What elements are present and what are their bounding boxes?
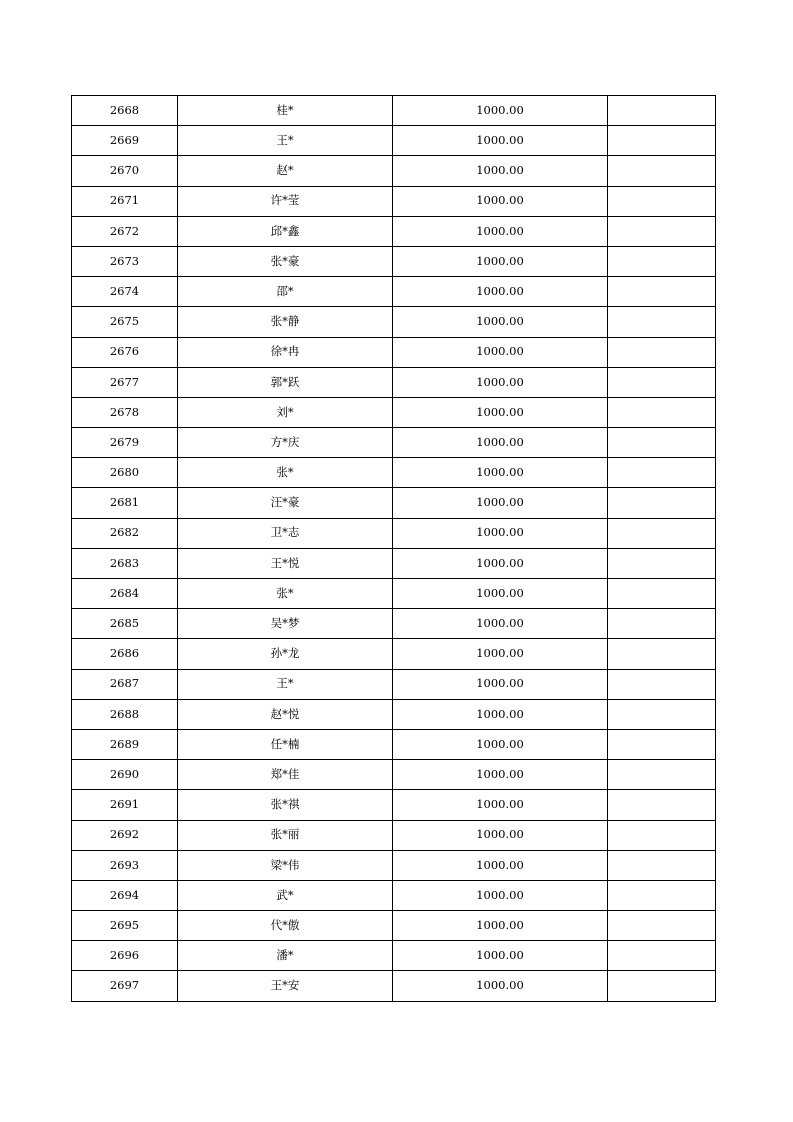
amount-cell: 1000.00 (393, 579, 608, 609)
note-cell (608, 699, 716, 729)
row-number-cell: 2688 (72, 699, 178, 729)
row-number-cell: 2668 (72, 96, 178, 126)
table-row (72, 518, 716, 548)
amount-cell: 1000.00 (393, 880, 608, 910)
table-row (72, 699, 716, 729)
payment-table (71, 95, 716, 1002)
row-number-cell: 2674 (72, 277, 178, 307)
amount-cell: 1000.00 (393, 96, 608, 126)
table-row (72, 337, 716, 367)
table-row (72, 880, 716, 910)
note-cell (608, 609, 716, 639)
row-number-cell: 2690 (72, 760, 178, 790)
amount-cell: 1000.00 (393, 307, 608, 337)
name-cell: 吴*梦 (178, 609, 393, 639)
amount-cell: 1000.00 (393, 246, 608, 276)
table-row (72, 850, 716, 880)
note-cell (608, 458, 716, 488)
note-cell (608, 850, 716, 880)
row-number-cell: 2694 (72, 880, 178, 910)
name-cell: 方*庆 (178, 428, 393, 458)
table-row (72, 579, 716, 609)
name-cell: 张*豪 (178, 246, 393, 276)
name-cell: 许*莹 (178, 186, 393, 216)
note-cell (608, 428, 716, 458)
name-cell: 徐*冉 (178, 337, 393, 367)
table-row (72, 397, 716, 427)
amount-cell: 1000.00 (393, 941, 608, 971)
amount-cell: 1000.00 (393, 850, 608, 880)
amount-cell: 1000.00 (393, 518, 608, 548)
row-number-cell: 2677 (72, 367, 178, 397)
row-number-cell: 2669 (72, 126, 178, 156)
amount-cell: 1000.00 (393, 548, 608, 578)
note-cell (608, 548, 716, 578)
note-cell (608, 669, 716, 699)
note-cell (608, 216, 716, 246)
note-cell (608, 96, 716, 126)
table-row (72, 96, 716, 126)
row-number-cell: 2673 (72, 246, 178, 276)
amount-cell: 1000.00 (393, 790, 608, 820)
amount-cell: 1000.00 (393, 277, 608, 307)
payment-table-body (72, 96, 716, 1002)
table-row (72, 488, 716, 518)
note-cell (608, 639, 716, 669)
table-row (72, 639, 716, 669)
table-row (72, 428, 716, 458)
table-row (72, 760, 716, 790)
table-row (72, 911, 716, 941)
note-cell (608, 971, 716, 1001)
row-number-cell: 2683 (72, 548, 178, 578)
name-cell: 赵* (178, 156, 393, 186)
row-number-cell: 2671 (72, 186, 178, 216)
row-number-cell: 2676 (72, 337, 178, 367)
table-row (72, 548, 716, 578)
amount-cell: 1000.00 (393, 216, 608, 246)
row-number-cell: 2680 (72, 458, 178, 488)
name-cell: 潘* (178, 941, 393, 971)
name-cell: 孙*龙 (178, 639, 393, 669)
table-row (72, 307, 716, 337)
row-number-cell: 2678 (72, 397, 178, 427)
row-number-cell: 2672 (72, 216, 178, 246)
note-cell (608, 246, 716, 276)
note-cell (608, 579, 716, 609)
amount-cell: 1000.00 (393, 609, 608, 639)
table-row (72, 941, 716, 971)
name-cell: 王*悦 (178, 548, 393, 578)
name-cell: 刘* (178, 397, 393, 427)
name-cell: 邱*鑫 (178, 216, 393, 246)
row-number-cell: 2670 (72, 156, 178, 186)
name-cell: 张*静 (178, 307, 393, 337)
amount-cell: 1000.00 (393, 729, 608, 759)
table-row (72, 790, 716, 820)
amount-cell: 1000.00 (393, 971, 608, 1001)
note-cell (608, 186, 716, 216)
row-number-cell: 2682 (72, 518, 178, 548)
note-cell (608, 156, 716, 186)
table-row (72, 820, 716, 850)
name-cell: 张* (178, 458, 393, 488)
table-row (72, 729, 716, 759)
amount-cell: 1000.00 (393, 669, 608, 699)
amount-cell: 1000.00 (393, 186, 608, 216)
row-number-cell: 2687 (72, 669, 178, 699)
name-cell: 张* (178, 579, 393, 609)
amount-cell: 1000.00 (393, 488, 608, 518)
note-cell (608, 277, 716, 307)
table-row (72, 367, 716, 397)
amount-cell: 1000.00 (393, 337, 608, 367)
note-cell (608, 397, 716, 427)
name-cell: 王* (178, 669, 393, 699)
note-cell (608, 760, 716, 790)
amount-cell: 1000.00 (393, 397, 608, 427)
amount-cell: 1000.00 (393, 428, 608, 458)
note-cell (608, 790, 716, 820)
amount-cell: 1000.00 (393, 367, 608, 397)
row-number-cell: 2681 (72, 488, 178, 518)
row-number-cell: 2689 (72, 729, 178, 759)
note-cell (608, 729, 716, 759)
amount-cell: 1000.00 (393, 911, 608, 941)
table-row (72, 609, 716, 639)
table-row (72, 216, 716, 246)
amount-cell: 1000.00 (393, 639, 608, 669)
name-cell: 张*祺 (178, 790, 393, 820)
table-row (72, 156, 716, 186)
table-row (72, 186, 716, 216)
name-cell: 张*丽 (178, 820, 393, 850)
note-cell (608, 307, 716, 337)
row-number-cell: 2696 (72, 941, 178, 971)
note-cell (608, 488, 716, 518)
row-number-cell: 2697 (72, 971, 178, 1001)
note-cell (608, 880, 716, 910)
table-row (72, 277, 716, 307)
row-number-cell: 2679 (72, 428, 178, 458)
name-cell: 代*傲 (178, 911, 393, 941)
name-cell: 任*楠 (178, 729, 393, 759)
amount-cell: 1000.00 (393, 820, 608, 850)
note-cell (608, 911, 716, 941)
amount-cell: 1000.00 (393, 156, 608, 186)
name-cell: 郑*佳 (178, 760, 393, 790)
table-row (72, 458, 716, 488)
table-row (72, 971, 716, 1001)
row-number-cell: 2691 (72, 790, 178, 820)
row-number-cell: 2675 (72, 307, 178, 337)
row-number-cell: 2695 (72, 911, 178, 941)
row-number-cell: 2693 (72, 850, 178, 880)
name-cell: 郭*跃 (178, 367, 393, 397)
row-number-cell: 2684 (72, 579, 178, 609)
amount-cell: 1000.00 (393, 458, 608, 488)
name-cell: 王*安 (178, 971, 393, 1001)
note-cell (608, 941, 716, 971)
amount-cell: 1000.00 (393, 126, 608, 156)
note-cell (608, 367, 716, 397)
note-cell (608, 820, 716, 850)
name-cell: 赵*悦 (178, 699, 393, 729)
name-cell: 梁*伟 (178, 850, 393, 880)
name-cell: 王* (178, 126, 393, 156)
name-cell: 卫*志 (178, 518, 393, 548)
table-row (72, 246, 716, 276)
row-number-cell: 2686 (72, 639, 178, 669)
note-cell (608, 126, 716, 156)
note-cell (608, 518, 716, 548)
row-number-cell: 2692 (72, 820, 178, 850)
table-row (72, 126, 716, 156)
note-cell (608, 337, 716, 367)
amount-cell: 1000.00 (393, 699, 608, 729)
name-cell: 汪*豪 (178, 488, 393, 518)
row-number-cell: 2685 (72, 609, 178, 639)
name-cell: 武* (178, 880, 393, 910)
name-cell: 桂* (178, 96, 393, 126)
amount-cell: 1000.00 (393, 760, 608, 790)
table-row (72, 669, 716, 699)
name-cell: 邵* (178, 277, 393, 307)
